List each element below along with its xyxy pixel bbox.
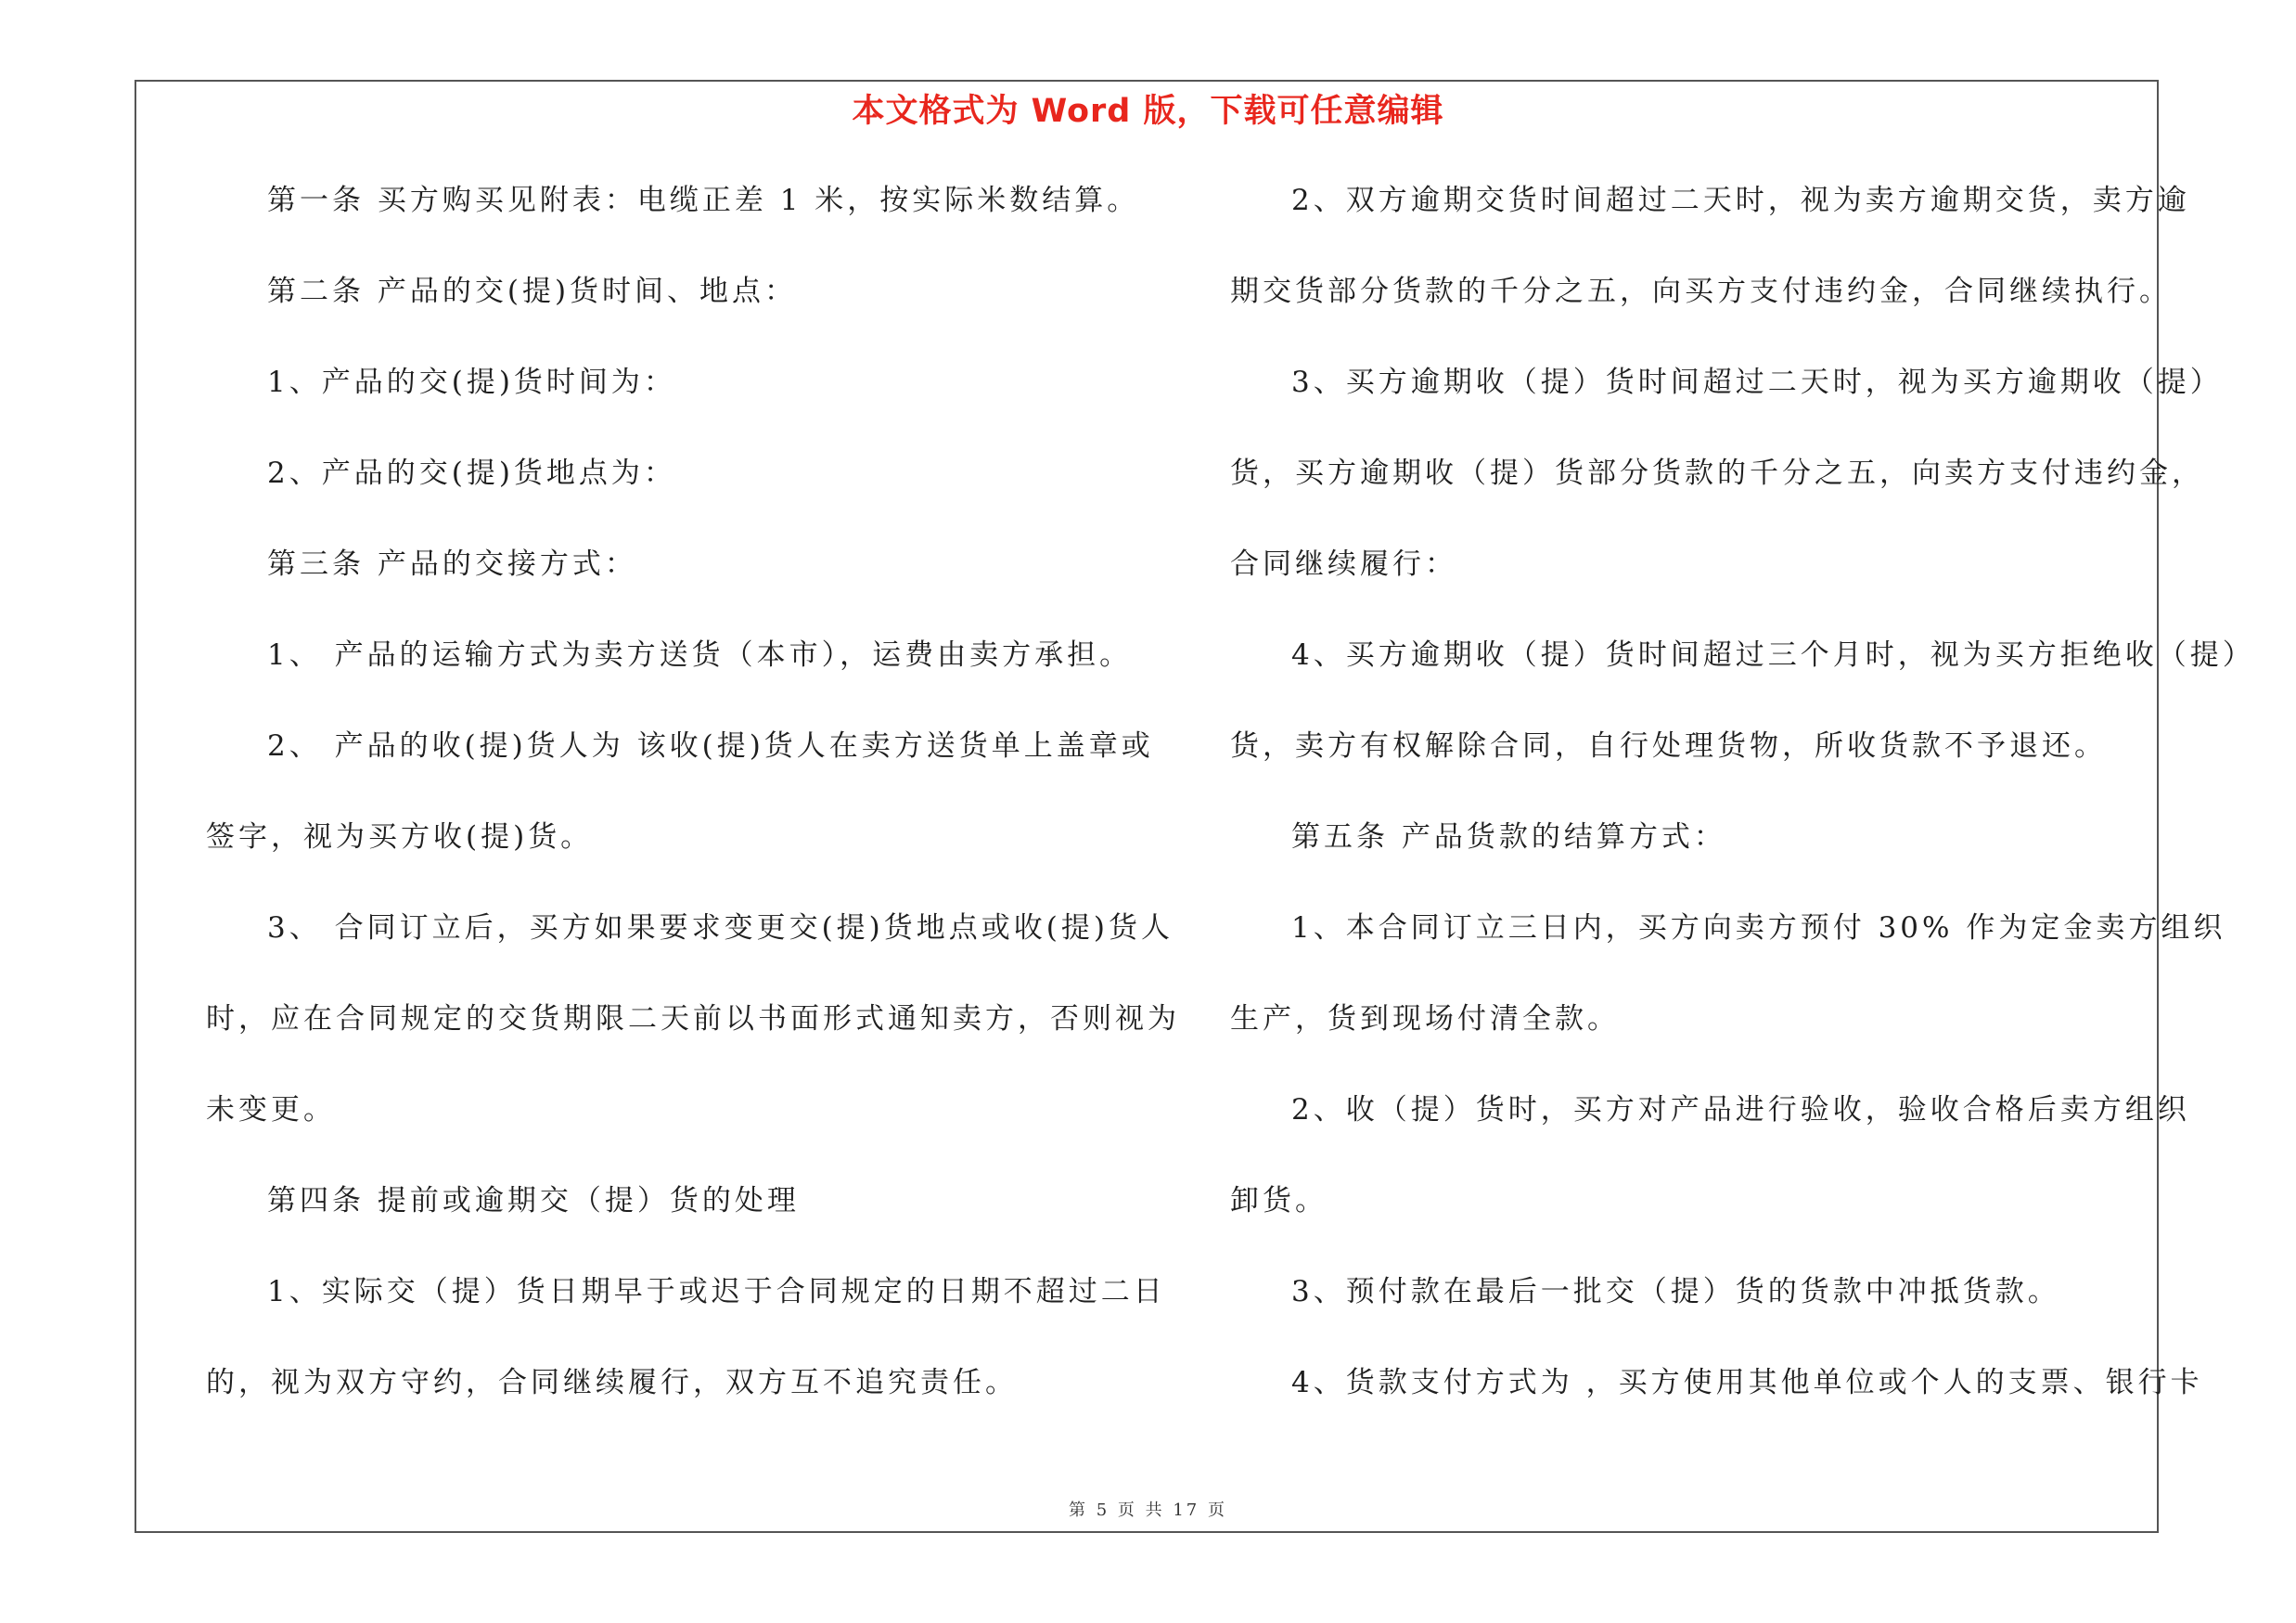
left-line-9: 3、 合同订立后，买方如果要求变更交(提)货地点或收(提)货人 (267, 911, 1174, 945)
left-line-8: 签字，视为买方收(提)货。 (206, 820, 594, 854)
left-line-11: 未变更。 (206, 1093, 336, 1127)
left-line-5: 第三条 产品的交接方式： (267, 547, 637, 581)
right-line-9: 1、本合同订立三日内，买方向卖方预付 30% 作为定金卖方组织 (1291, 911, 2226, 945)
left-line-1: 第一条 买方购买见附表：电缆正差 1 米，按实际米数结算。 (267, 184, 1140, 217)
right-line-6: 4、买方逾期收（提）货时间超过三个月时，视为买方拒绝收（提） (1291, 638, 2255, 672)
left-line-7: 2、 产品的收(提)货人为 该收(提)货人在卖方送货单上盖章或 (267, 729, 1154, 763)
right-line-10: 生产，货到现场付清全款。 (1230, 1002, 1620, 1036)
right-line-2: 期交货部分货款的千分之五，向买方支付违约金，合同继续执行。 (1230, 275, 2172, 308)
right-line-13: 3、预付款在最后一批交（提）货的货款中冲抵货款。 (1291, 1275, 2060, 1308)
right-line-1: 2、双方逾期交货时间超过二天时，视为卖方逾期交货，卖方逾 (1291, 184, 2190, 217)
right-line-5: 合同继续履行： (1230, 547, 1457, 581)
left-line-12: 第四条 提前或逾期交（提）货的处理 (267, 1184, 800, 1217)
page-number: 第 5 页 共 17 页 (1069, 1501, 1227, 1520)
left-line-14: 的，视为双方守约，合同继续履行，双方互不追究责任。 (206, 1366, 1018, 1399)
right-line-7: 货，卖方有权解除合同，自行处理货物，所收货款不予退还。 (1230, 729, 2107, 763)
left-line-13: 1、实际交（提）货日期早于或迟于合同规定的日期不超过二日 (267, 1275, 1166, 1308)
right-line-3: 3、买方逾期收（提）货时间超过二天时，视为买方逾期收（提） (1291, 366, 2223, 399)
left-line-6: 1、 产品的运输方式为卖方送货（本市），运费由卖方承担。 (267, 638, 1133, 672)
right-line-14: 4、货款支付方式为 ，买方使用其他单位或个人的支票、银行卡 (1291, 1366, 2203, 1399)
left-line-3: 1、产品的交(提)货时间为： (267, 366, 676, 399)
right-line-8: 第五条 产品货款的结算方式： (1291, 820, 1726, 854)
left-line-2: 第二条 产品的交(提)货时间、地点： (267, 275, 798, 308)
left-line-10: 时，应在合同规定的交货期限二天前以书面形式通知卖方，否则视为 (206, 1002, 1180, 1036)
left-line-4: 2、产品的交(提)货地点为： (267, 457, 676, 490)
right-line-4: 货，买方逾期收（提）货部分货款的千分之五，向卖方支付违约金， (1230, 457, 2204, 490)
header-banner: 本文格式为 Word 版，下载可任意编辑 (852, 93, 1444, 130)
right-line-12: 卸货。 (1230, 1184, 1328, 1217)
right-line-11: 2、收（提）货时，买方对产品进行验收，验收合格后卖方组织 (1291, 1093, 2190, 1127)
